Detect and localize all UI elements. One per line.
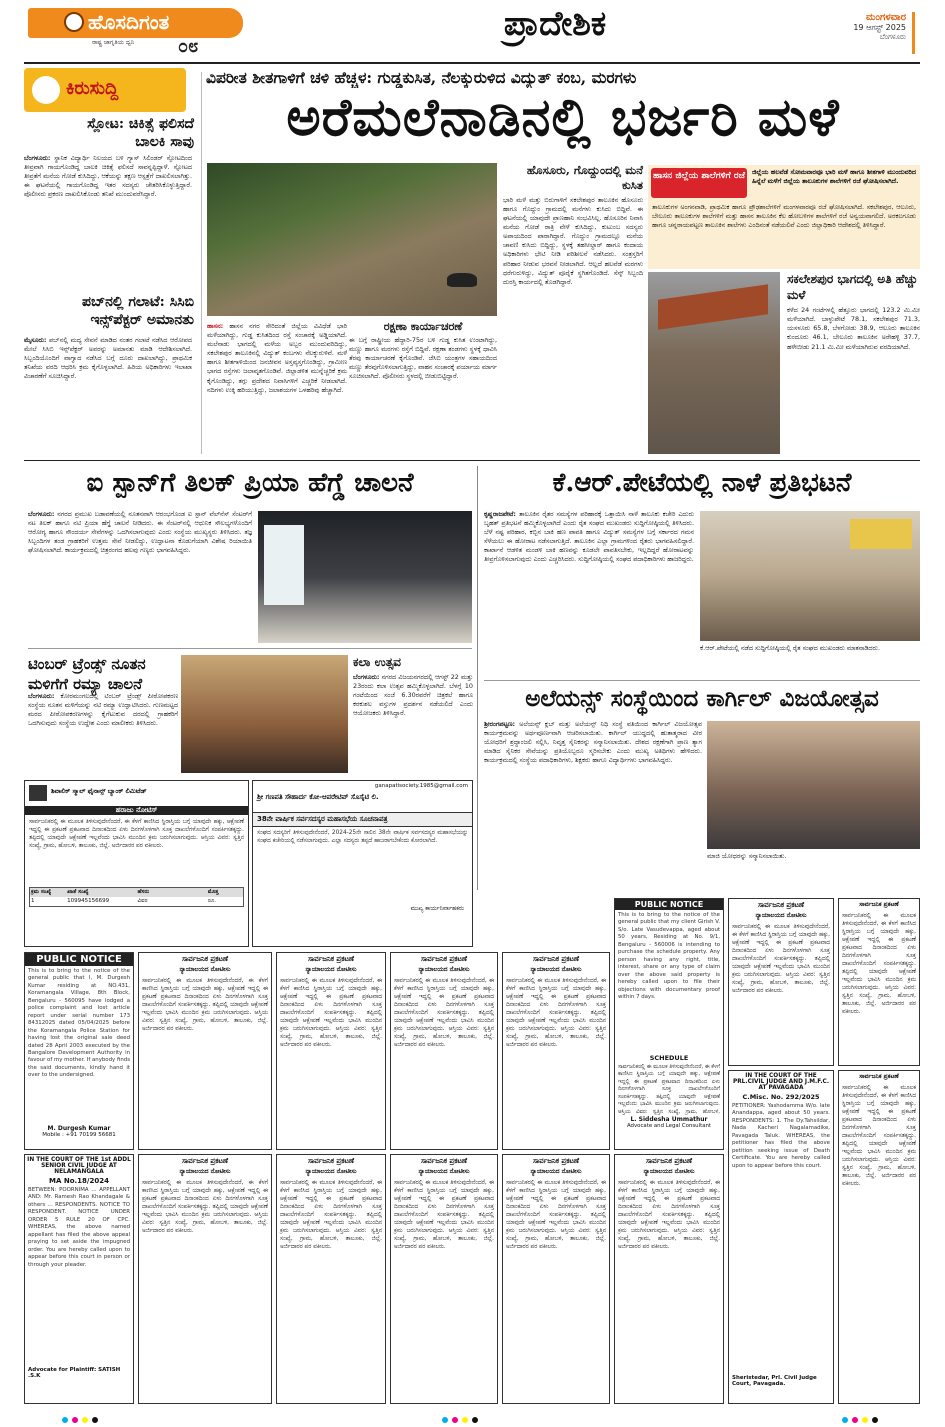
coop-title: 38ನೇ ವಾರ್ಷಿಕ ಸರ್ವಸದಸ್ಯರ ಮಹಾಸಭೆಯ ಸೂಚನಾಪತ್ರ	[253, 812, 472, 827]
sn7-heading: ನ್ಯಾಯಾಲಯದ ನೋಟೀಸು	[179, 1168, 231, 1175]
sn3-title: ಸಾರ್ವಜನಿಕ ಪ್ರಕಟಣೆ	[420, 955, 468, 963]
date-block	[800, 12, 915, 54]
small-notice-12	[838, 1070, 920, 1404]
bank-td-3: ವಿವರ	[137, 898, 148, 904]
rescue-headline: ರಕ್ಷಣಾ ಕಾರ್ಯಾಚರಣೆ	[383, 320, 463, 333]
sn5-heading: ನ್ಯಾಯಾಲಯದ ನೋಟೀಸು	[755, 912, 807, 919]
ispan-banner-shape	[264, 525, 304, 605]
krpet-headline: ಕೆ.ಆರ್.ಪೇಟೆಯಲ್ಲಿ ನಾಳೆ ಪ್ರತಿಭಟನೆ	[552, 468, 852, 498]
timber-body	[28, 692, 178, 774]
kirusuddi-column	[24, 68, 196, 456]
bank-auction-ad	[24, 780, 249, 947]
story1-dateline: ಬೆಂಗಳೂರು:	[24, 154, 51, 162]
sakleshpur-story	[787, 272, 920, 454]
kirusuddi-badge	[24, 68, 186, 112]
cmyk-dot	[852, 1417, 858, 1423]
cn1-body: BETWEEN: POORNIMA ... APPELLANT AND: Mr. Ramesh Rao Khandagale & others ... RESPONDENTS. NOTICE TO RESPONDENT. NOTICE UNDER ORDER 5 RULE 20 OF CPC. WHEREAS, the above named appellant has filed the above appeal praying to set aside the impugned order. You are hereby called upon to appear before this court in person or through your pleader.	[28, 1187, 130, 1268]
sn12-body: ಸಾರ್ವಜನಿಕರಲ್ಲಿ ಈ ಮೂಲಕ ತಿಳಿಸುವುದೇನೆಂದರೆ, ಈ ಕೆಳಗೆ ಕಾಣಿಸಿದ ಸ್ಥಿರಾಸ್ತಿಯ ಬಗ್ಗೆ ಯಾವುದೇ ಹಕ್ಕು, ಆಕ್ಷೇಪಣೆ ಇದ್ದಲ್ಲಿ ಈ ಪ್ರಕಟಣೆ ಪ್ರಕಟವಾದ ದಿನಾಂಕದಿಂದ ಏಳು ದಿನಗಳೊಳಗಾಗಿ ಸೂಕ್ತ ದಾಖಲೆಗಳೊಂದಿಗೆ ಸಂಪರ್ಕಿಸತಕ್ಕದ್ದು. ತಪ್ಪಿದಲ್ಲಿ ಯಾವುದೇ ಆಕ್ಷೇಪಣೆ ಇಲ್ಲವೆಂದು ಭಾವಿಸಿ ಮುಂದಿನ ಕ್ರಮ ಜರುಗಿಸಲಾಗುವುದು. ಆಸ್ತಿಯ ವಿವರ: ಸ್ವತ್ತಿನ ಸಂಖ್ಯೆ, ಗ್ರಾಮ, ಹೋಬಳಿ, ತಾಲೂಕು, ಜಿಲ್ಲೆ. ಅರ್ಜಿದಾರರ ಪರ ವಕೀಲರು.	[842, 1085, 916, 1187]
court-notice-nelamangala	[24, 1154, 134, 1404]
bank-logo-icon	[29, 785, 47, 801]
cmyk-dot	[452, 1417, 458, 1423]
sn8-title: ಸಾರ್ವಜನಿಕ ಪ್ರಕಟಣೆ	[307, 1157, 355, 1165]
bank-td-2: 109945156699	[67, 898, 110, 904]
krpet-dateline: ಕೃಷ್ಣರಾಜಪೇಟೆ:	[484, 510, 516, 518]
lead-headline: ಅರೆಮಲೆನಾಡಿನಲ್ಲಿ ಭರ್ಜರಿ ಮಳೆ	[286, 87, 840, 148]
holiday-badge	[651, 168, 747, 198]
small-notice-10	[502, 1154, 610, 1404]
story1-text: ಸ್ಥಾನಿಕ ವಿದ್ಯಾರ್ಥಿ ನಿಲಯದ ಬಳಿ ಗ್ಯಾಸ್ ಸಿಲಿಂಡರ್ ಸ್ಫೋಟದಿಂದ ತೀವ್ರವಾಗಿ ಗಾಯಗೊಂಡಿದ್ದ ಬಾಲಕಿ ಚಿಕಿತ್ಸೆ ಫಲಿಸದೆ ಸಾವನ್ನಪ್ಪಿದ್ದಾಳೆ. ಸ್ಪೋಟದ ತೀವ್ರತೆಗೆ ಮನೆಯ ಗೋಡೆ ಕುಸಿದಿದ್ದು, ಆಕೆಯನ್ನು ತಕ್ಷಣ ಆಸ್ಪತ್ರೆಗೆ ದಾಖಲಿಸಲಾಗಿತ್ತು. ಈ ಘಟನೆಯಲ್ಲಿ ಗಾಯಗೊಂಡಿದ್ದ ಇತರ ಸದಸ್ಯರು ಚೇತರಿಸಿಕೊಳ್ಳುತ್ತಿದ್ದಾರೆ. ಪೊಲೀಸರು ಪ್ರಕರಣ ದಾಖಲಿಸಿಕೊಂಡು ತನಿಖೆ ಮುಂದುವರೆಸಿದ್ದಾರೆ.	[24, 154, 192, 199]
sn9-title: ಸಾರ್ವಜನಿಕ ಪ್ರಕಟಣೆ	[420, 1157, 468, 1165]
cn1-sign: Advocate for Plaintiff: SATISH .S.K	[28, 1367, 121, 1379]
sn8-body: ಸಾರ್ವಜನಿಕರಲ್ಲಿ ಈ ಮೂಲಕ ತಿಳಿಸುವುದೇನೆಂದರೆ, ಈ ಕೆಳಗೆ ಕಾಣಿಸಿದ ಸ್ಥಿರಾಸ್ತಿಯ ಬಗ್ಗೆ ಯಾವುದೇ ಹಕ್ಕು, ಆಕ್ಷೇಪಣೆ ಇದ್ದಲ್ಲಿ ಈ ಪ್ರಕಟಣೆ ಪ್ರಕಟವಾದ ದಿನಾಂಕದಿಂದ ಏಳು ದಿನಗಳೊಳಗಾಗಿ ಸೂಕ್ತ ದಾಖಲೆಗಳೊಂದಿಗೆ ಸಂಪರ್ಕಿಸತಕ್ಕದ್ದು. ತಪ್ಪಿದಲ್ಲಿ ಯಾವುದೇ ಆಕ್ಷೇಪಣೆ ಇಲ್ಲವೆಂದು ಭಾವಿಸಿ ಮುಂದಿನ ಕ್ರಮ ಜರುಗಿಸಲಾಗುವುದು. ಆಸ್ತಿಯ ವಿವರ: ಸ್ವತ್ತಿನ ಸಂಖ್ಯೆ, ಗ್ರಾಮ, ಹೋಬಳಿ, ತಾಲೂಕು, ಜಿಲ್ಲೆ. ಅರ್ಜಿದಾರರ ಪರ ವಕೀಲರು.	[280, 1180, 382, 1250]
bank-title: ಹರಾಜು ನೋಟಿಸ್	[25, 806, 248, 815]
kala-body	[353, 673, 473, 769]
sn1-title: ಸಾರ್ವಜನಿಕ ಪ್ರಕಟಣೆ	[181, 955, 229, 963]
col-divider	[201, 72, 202, 454]
timber-dateline: ಬೆಂಗಳೂರು:	[28, 692, 55, 700]
small-notice-9	[390, 1154, 498, 1404]
story1-body	[24, 154, 192, 294]
pn2-schedule-body: ಸಾರ್ವಜನಿಕರಲ್ಲಿ ಈ ಮೂಲಕ ತಿಳಿಸುವುದೇನೆಂದರೆ, ಈ ಕೆಳಗೆ ಕಾಣಿಸಿದ ಸ್ಥಿರಾಸ್ತಿಯ ಬಗ್ಗೆ ಯಾವುದೇ ಹಕ್ಕು, ಆಕ್ಷೇಪಣೆ ಇದ್ದಲ್ಲಿ ಈ ಪ್ರಕಟಣೆ ಪ್ರಕಟವಾದ ದಿನಾಂಕದಿಂದ ಏಳು ದಿನಗಳೊಳಗಾಗಿ ಸೂಕ್ತ ದಾಖಲೆಗಳೊಂದಿಗೆ ಸಂಪರ್ಕಿಸತಕ್ಕದ್ದು. ತಪ್ಪಿದಲ್ಲಿ ಯಾವುದೇ ಆಕ್ಷೇಪಣೆ ಇಲ್ಲವೆಂದು ಭಾವಿಸಿ ಮುಂದಿನ ಕ್ರಮ ಜರುಗಿಸಲಾಗುವುದು. ಆಸ್ತಿಯ ವಿವರ: ಸ್ವತ್ತಿನ ಸಂಖ್ಯೆ, ಗ್ರಾಮ, ಹೋಬಳಿ,	[618, 1064, 720, 1115]
bank-name: ಶಿವಾಲಿಕ್ ಸ್ಮಾಲ್ ಫೈನಾನ್ಸ್ ಬ್ಯಾಂಕ್ ಲಿಮಿಟೆಡ್	[51, 787, 147, 795]
sn11-title: ಸಾರ್ವಜನಿಕ ಪ್ರಕಟಣೆ	[645, 1157, 693, 1165]
bank-table-header	[30, 888, 243, 897]
school-holiday-box	[648, 165, 920, 269]
hosur-body: ಭಾರಿ ಮಳೆ ಮತ್ತು ಬಿರುಗಾಳಿಗೆ ಸಕಲೇಶಪುರ ತಾಲೂಕಿನ ಹೊಸೂರು ಹಾಗೂ ಗೊದ್ದುಂ ಗ್ರಾಮದಲ್ಲಿ ಮನೆಗಳು ಕುಸಿದು ಬಿದ್ದಿವೆ. ಈ ಘಟನೆಯಲ್ಲಿ ಯಾವುದೇ ಪ್ರಾಣಹಾನಿ ಸಂಭವಿಸಿಲ್ಲ. ಹೊಸೂರಿನ ನಿವಾಸಿ ಮನೆಯ ಗೋಡೆ ರಾತ್ರಿ ವೇಳೆ ಕುಸಿದಿದ್ದು, ಕುಟುಂಬ ಸದಸ್ಯರು ಅಪಾಯದಿಂದ ಪಾರಾಗಿದ್ದಾರೆ. ಗೊದ್ದುಂ ಗ್ರಾಮದಲ್ಲೂ ಮನೆಯ ಚಾವಣಿ ಕುಸಿದು ಬಿದ್ದಿದ್ದು, ಸ್ಥಳಕ್ಕೆ ತಹಸೀಲ್ದಾರ್ ಹಾಗೂ ಕಂದಾಯ ಅಧಿಕಾರಿಗಳು ಭೇಟಿ ನೀಡಿ ಪರಿಶೀಲನೆ ನಡೆಸಿದರು. ಸಂತ್ರಸ್ತರಿಗೆ ಪರಿಹಾರ ನೀಡುವ ಭರವಸೆ ನೀಡಲಾಗಿದೆ. ಆಲ್ಲದೆ ಹಲವೆಡೆ ಮರಗಳು ಧರೆಗುರುಳಿದ್ದು, ವಿದ್ಯುತ್ ಪೂರೈಕೆ ಸ್ಥಗಿತಗೊಂಡಿದೆ. ಸೆಸ್ಕ್ ಸಿಬ್ಬಂದಿ ದುರಸ್ತಿ ಕಾರ್ಯದಲ್ಲಿ ತೊಡಗಿದ್ದಾರೆ.	[503, 195, 643, 286]
story2-headline: ಪಬ್‌ನಲ್ಲಿ ಗಲಾಟೆ: ಸಿಸಿಬಿ ಇನ್ಸ್‌ಪೆಕ್ಟರ್ ಅಮಾನತು	[82, 294, 194, 328]
bank-th-3: ಹೆಸರು	[137, 889, 150, 895]
small-notice-6	[838, 898, 920, 1066]
story2-dateline: ಮೈಸೂರು:	[24, 336, 47, 344]
cn2-case: C.Misc. No. 292/2025	[742, 1093, 820, 1101]
lead-caption-label: ಹಾಸನ:	[207, 322, 224, 330]
logo-emblem-icon	[64, 12, 84, 32]
small-notice-5	[728, 898, 834, 1066]
sn4-heading: ನ್ಯಾಯಾಲಯದ ನೋಟೀಸು	[530, 966, 582, 973]
cmyk-dot	[62, 1417, 68, 1423]
section-rule-2	[28, 648, 472, 649]
holiday-body: ತಾಲೂಕುಗಳ ಅಂಗನವಾಡಿ, ಪ್ರಾಥಮಿಕ ಹಾಗೂ ಪ್ರೌಢಶಾಲೆಗಳಿಗೆ ಮಂಗಳವಾರವೂ ರಜೆ ಘೋಷಿಸಲಾಗಿದೆ. ಸಕಲೇಶಪುರ, ಆಲೂರು, ಬೇಲೂರು ತಾಲೂಕುಗಳ ಶಾಲೆಗಳಿಗೆ ಮತ್ತು ಹಾಸನ ತಾಲೂಕಿನ ಕೆಲ ಹೋಬಳಿಗಳ ಶಾಲೆಗಳಿಗೆ ರಜೆ ಅನ್ವಯವಾಗಲಿದೆ. ಅರಕಲಗೂಡು ಹಾಗೂ ಚನ್ನರಾಯಪಟ್ಟಣ ತಾಲೂಕಿನ ಶಾಲೆಗಳು ಎಂದಿನಂತೆ ನಡೆಯಲಿವೆ ಎಂದು ಜಿಲ್ಲಾಧಿಕಾರಿ ಆದೇಶದಲ್ಲಿ ತಿಳಿಸಿದ್ದಾರೆ.	[652, 203, 916, 230]
lead-kicker: ವಿಪರೀತ ಶೀತಗಾಳಿಗೆ ಚಳಿ ಹೆಚ್ಚಳ: ಗುಡ್ಡಕುಸಿತ, ನೆಲಕ್ಕುರುಳಿದ ವಿದ್ಯುತ್ ಕಂಬ, ಮರಗಳು	[206, 68, 637, 87]
coop-email: ganapatisociety.1985@gmail.com	[374, 783, 468, 789]
sn1-body: ಸಾರ್ವಜನಿಕರಲ್ಲಿ ಈ ಮೂಲಕ ತಿಳಿಸುವುದೇನೆಂದರೆ, ಈ ಕೆಳಗೆ ಕಾಣಿಸಿದ ಸ್ಥಿರಾಸ್ತಿಯ ಬಗ್ಗೆ ಯಾವುದೇ ಹಕ್ಕು, ಆಕ್ಷೇಪಣೆ ಇದ್ದಲ್ಲಿ ಈ ಪ್ರಕಟಣೆ ಪ್ರಕಟವಾದ ದಿನಾಂಕದಿಂದ ಏಳು ದಿನಗಳೊಳಗಾಗಿ ಸೂಕ್ತ ದಾಖಲೆಗಳೊಂದಿಗೆ ಸಂಪರ್ಕಿಸತಕ್ಕದ್ದು. ತಪ್ಪಿದಲ್ಲಿ ಯಾವುದೇ ಆಕ್ಷೇಪಣೆ ಇಲ್ಲವೆಂದು ಭಾವಿಸಿ ಮುಂದಿನ ಕ್ರಮ ಜರುಗಿಸಲಾಗುವುದು. ಆಸ್ತಿಯ ವಿವರ: ಸ್ವತ್ತಿನ ಸಂಖ್ಯೆ, ಗ್ರಾಮ, ಹೋಬಳಿ, ತಾಲೂಕು, ಜಿಲ್ಲೆ. ಅರ್ಜಿದಾರರ ಪರ ವಕೀಲರು.	[142, 978, 268, 1032]
section-rule-1	[24, 460, 920, 461]
sakleshpur-body: ಕಳೆದ 24 ಗಂಟೆಗಳಲ್ಲಿ ಹೆತ್ತೂರು ಭಾಗದಲ್ಲಿ 123.2 ಮಿ.ಮೀ ಮಳೆಯಾಗಿದೆ. ಬಾಳ್ಳುಪೇಟೆ 78.1, ಸಕಲೇಶಪುರ 71.3, ಯಸಳೂರು 65.8, ಬೆಳಗೋಡು 38.9, ಆಲೂರು ತಾಲೂಕಿನ ಕುಂದೂರು 46.1, ಬೇಲೂರು ತಾಲೂಕಿನ ಅರೇಹಳ್ಳಿ 37.7, ಹಳೇಬೀಡು 21.1 ಮಿ.ಮೀ ಮಳೆಯಾಗಿರುವ ವರದಿಯಾಗಿದೆ.	[787, 306, 920, 351]
sn11-body: ಸಾರ್ವಜನಿಕರಲ್ಲಿ ಈ ಮೂಲಕ ತಿಳಿಸುವುದೇನೆಂದರೆ, ಈ ಕೆಳಗೆ ಕಾಣಿಸಿದ ಸ್ಥಿರಾಸ್ತಿಯ ಬಗ್ಗೆ ಯಾವುದೇ ಹಕ್ಕು, ಆಕ್ಷೇಪಣೆ ಇದ್ದಲ್ಲಿ ಈ ಪ್ರಕಟಣೆ ಪ್ರಕಟವಾದ ದಿನಾಂಕದಿಂದ ಏಳು ದಿನಗಳೊಳಗಾಗಿ ಸೂಕ್ತ ದಾಖಲೆಗಳೊಂದಿಗೆ ಸಂಪರ್ಕಿಸತಕ್ಕದ್ದು. ತಪ್ಪಿದಲ್ಲಿ ಯಾವುದೇ ಆಕ್ಷೇಪಣೆ ಇಲ್ಲವೆಂದು ಭಾವಿಸಿ ಮುಂದಿನ ಕ್ರಮ ಜರುಗಿಸಲಾಗುವುದು. ಆಸ್ತಿಯ ವಿವರ: ಸ್ವತ್ತಿನ ಸಂಖ್ಯೆ, ಗ್ರಾಮ, ಹೋಬಳಿ, ತಾಲೂಕು, ಜಿಲ್ಲೆ. ಅರ್ಜಿದಾರರ ಪರ ವಕೀಲರು.	[618, 1180, 720, 1250]
public-notice-2	[614, 898, 724, 1150]
court-notice-pavagada	[728, 1070, 834, 1404]
holiday-badge-text: ಹಾಸನ ಜಿಲ್ಲೆಯ ಶಾಲೆಗಳಿಗೆ ರಜೆ	[652, 171, 746, 181]
cmyk-dot	[872, 1417, 878, 1423]
lions-dateline: ಶ್ರೀರಂಗಪಟ್ಟಣ:	[484, 720, 516, 728]
bank-th-1: ಕ್ರಮ ಸಂಖ್ಯೆ	[31, 889, 52, 895]
kala-story	[353, 655, 473, 773]
masthead-rule	[24, 62, 920, 64]
lead-caption-text: ಹಾಸನ ನಗರ ಸೇರಿದಂತೆ ಜಿಲ್ಲೆಯ ವಿವಿಧೆಡೆ ಭಾರಿ ಮಳೆಯಾಗಿದ್ದು, ಗುಡ್ಡ ಕುಸಿತದಿಂದ ರಸ್ತೆ ಸಂಚಾರಕ್ಕೆ ಅಡ್ಡಿಯಾಗಿದೆ. ಮಲೆನಾಡು ಭಾಗದಲ್ಲಿ ಮಳೆಯ ಅಬ್ಬರ ಮುಂದುವರಿದಿದ್ದು, ಸಕಲೇಶಪುರ ತಾಲೂಕಿನಲ್ಲಿ ವಿದ್ಯುತ್ ಕಂಬಗಳು ನೆಲಕ್ಕುರುಳಿವೆ. ಮಳೆ ಹಾಗೂ ಶೀತಗಾಳಿಯಿಂದ ಜನಜೀವನ ಅಸ್ತವ್ಯಸ್ತಗೊಂಡಿದ್ದು, ಗ್ರಾಮೀಣ ಭಾಗದ ರಸ್ತೆಗಳು ಜಲಾವೃತಗೊಂಡಿವೆ. ಜಿಲ್ಲಾಡಳಿತ ಮುನ್ನೆಚ್ಚರಿಕೆ ಕ್ರಮ ಕೈಗೊಂಡಿದ್ದು, ತಗ್ಗು ಪ್ರದೇಶದ ನಿವಾಸಿಗಳಿಗೆ ಎಚ್ಚರಿಕೆ ನೀಡಲಾಗಿದೆ. ನದಿಗಳು ಉಕ್ಕಿ ಹರಿಯುತ್ತಿದ್ದು, ಜಲಾಶಯಗಳ ಒಳಹರಿವು ಹೆಚ್ಚಾಗಿದೆ.	[207, 322, 347, 394]
mid-divider	[477, 466, 478, 890]
kirusuddi-label: ಕಿರುಸುದ್ದಿ	[66, 78, 119, 99]
ispan-dateline: ಬೆಂಗಳೂರು:	[28, 510, 55, 518]
pn2-schedule: SCHEDULE	[649, 1054, 689, 1062]
story2-body	[24, 336, 192, 456]
section-title: ಪ್ರಾದೇಶಿಕ	[503, 4, 607, 44]
collapsed-house-photo	[648, 272, 780, 454]
lions-text: ಅಲೆಯನ್ಸ್ ಕ್ಲಬ್ ಮತ್ತು ಅಲೆಯನ್ಸ್ ನಿಧಿ ಸಂಸ್ಥೆ ವತಿಯಿಂದ ಕಾರ್ಗಿಲ್ ವಿಜಯೋತ್ಸವ ಕಾರ್ಯಕ್ರಮವನ್ನು ಅರ್ಥಪೂರ್ಣವಾಗಿ ಆಚರಿಸಲಾಯಿತು. ಕಾರ್ಗಿಲ್ ಯುದ್ಧದಲ್ಲಿ ಹುತಾತ್ಮರಾದ ವೀರ ಯೋಧರಿಗೆ ಶ್ರದ್ಧಾಂಜಲಿ ಸಲ್ಲಿಸಿ, ನಿವೃತ್ತ ಸೈನಿಕರನ್ನು ಸನ್ಮಾನಿಸಲಾಯಿತು. ದೇಶದ ರಕ್ಷಣೆಗಾಗಿ ಪ್ರಾಣ ತ್ಯಾಗ ಮಾಡಿದ ಸೈನಿಕರ ಸೇವೆಯನ್ನು ಪ್ರತಿಯೊಬ್ಬರೂ ಸ್ಮರಿಸಬೇಕು ಎಂದು ಮುಖ್ಯ ಅತಿಥಿಗಳು ಹೇಳಿದರು. ಕಾರ್ಯಕ್ರಮದಲ್ಲಿ ಸಂಸ್ಥೆಯ ಪದಾಧಿಕಾರಿಗಳು, ಶಿಕ್ಷಕರು ಹಾಗೂ ವಿದ್ಯಾರ್ಥಿಗಳು ಭಾಗವಹಿಸಿದ್ದರು.	[484, 720, 702, 765]
bank-table	[29, 887, 244, 907]
landslide-photo	[207, 163, 497, 316]
cn2-sign: Sheristedar, Prl. Civil Judge Court, Pavagada.	[732, 1375, 817, 1387]
rescue-box	[349, 320, 497, 454]
pn1-body: This is to bring to the notice of the general public that I, M. Durgesh Kumar residing at NO.431, Koramangala Village, 8th Block, Bengaluru - 560095 have lodged a police complaint and lost article report under serial number 173 84312025 dated 05/04/2025 before the Koramangala Police Station for having lost the original sale deed dated 28 April 2003 executed by the Bangalore Development Authority in favour of my mother. If anybody finds the said documents, kindly hand it over to the undersigned.	[28, 968, 130, 1079]
day-label: ಮಂಗಳವಾರ	[865, 12, 906, 23]
rescue-body: ಈ ಬಗ್ಗೆ ರಾಷ್ಟ್ರೀಯ ಹೆದ್ದಾರಿ-75ರ ಬಳಿ ಗುಡ್ಡ ಕುಸಿತ ಉಂಟಾಗಿದ್ದು, ಮಣ್ಣು ಹಾಗೂ ಮರಗಳು ರಸ್ತೆಗೆ ಬಿದ್ದಿವೆ. ರಕ್ಷಣಾ ತಂಡಗಳು ಸ್ಥಳಕ್ಕೆ ಧಾವಿಸಿ ತೆರವು ಕಾರ್ಯಾಚರಣೆ ಕೈಗೊಂಡಿವೆ. ಜೆಸಿಬಿ ಯಂತ್ರಗಳ ಸಹಾಯದಿಂದ ಮಣ್ಣು ತೆರವುಗೊಳಿಸಲಾಗುತ್ತಿದ್ದು, ವಾಹನ ಸಂಚಾರಕ್ಕೆ ಪರ್ಯಾಯ ಮಾರ್ಗ ಸೂಚಿಸಲಾಗಿದೆ. ಪೊಲೀಸರು ಸ್ಥಳದಲ್ಲಿ ಬೀಡುಬಿಟ್ಟಿದ್ದಾರೆ.	[349, 336, 497, 381]
coop-society-ad	[252, 780, 473, 947]
coop-name: ಶ್ರೀ ಗಣಪತಿ ಸೌಹಾರ್ದ ಕೋ-ಆಪರೇಟಿವ್ ಸೊಸೈಟಿ ಲಿ.	[257, 793, 379, 801]
pn1-phone: Mobile : +91 70199 56681	[42, 1132, 116, 1138]
finger-icon	[32, 76, 60, 104]
registration-marks-left	[60, 1408, 100, 1427]
bank-body: ಸಾರ್ವಜನಿಕರಲ್ಲಿ ಈ ಮೂಲಕ ತಿಳಿಸುವುದೇನೆಂದರೆ, ಈ ಕೆಳಗೆ ಕಾಣಿಸಿದ ಸ್ಥಿರಾಸ್ತಿಯ ಬಗ್ಗೆ ಯಾವುದೇ ಹಕ್ಕು, ಆಕ್ಷೇಪಣೆ ಇದ್ದಲ್ಲಿ ಈ ಪ್ರಕಟಣೆ ಪ್ರಕಟವಾದ ದಿನಾಂಕದಿಂದ ಏಳು ದಿನಗಳೊಳಗಾಗಿ ಸೂಕ್ತ ದಾಖಲೆಗಳೊಂದಿಗೆ ಸಂಪರ್ಕಿಸತಕ್ಕದ್ದು. ತಪ್ಪಿದಲ್ಲಿ ಯಾವುದೇ ಆಕ್ಷೇಪಣೆ ಇಲ್ಲವೆಂದು ಭಾವಿಸಿ ಮುಂದಿನ ಕ್ರಮ ಜರುಗಿಸಲಾಗುವುದು. ಆಸ್ತಿಯ ವಿವರ: ಸ್ವತ್ತಿನ ಸಂಖ್ಯೆ, ಗ್ರಾಮ, ಹೋಬಳಿ, ತಾಲೂಕು, ಜಿಲ್ಲೆ. ಅರ್ಜಿದಾರರ ಪರ ವಕೀಲರು.	[29, 819, 244, 849]
cn2-body: PETITIONER: Yashodamma W/o. late Anandappa, aged about 50 years. RESPONDENTS: 1. The Dy.Tahsildar, Nada Kacheri Nagalamadike, Pavagada Taluk. WHEREAS, the petitioner has filed the above petition seeking issue of Death Certificate. You are hereby called upon to appear before this court.	[732, 1103, 830, 1169]
city-label: ಬೆಂಗಳೂರು	[879, 33, 906, 41]
krpet-photo	[700, 511, 920, 641]
lions-caption: ಮಾಜಿ ಯೋಧರನ್ನು ಸನ್ಮಾನಿಸಲಾಯಿತು.	[707, 852, 787, 860]
coop-body: ಸಂಘದ ಸದಸ್ಯರಿಗೆ ತಿಳಿಸುವುದೇನೆಂದರೆ, 2024-25ನೇ ಸಾಲಿನ 38ನೇ ವಾರ್ಷಿಕ ಸರ್ವಸದಸ್ಯರ ಮಹಾಸಭೆಯನ್ನು ಸಂಘದ ಕಚೇರಿಯಲ್ಲಿ ನಡೆಸಲಾಗುವುದು. ಎಲ್ಲಾ ಸದಸ್ಯರು ತಪ್ಪದೆ ಹಾಜರಾಗಬೇಕೆಂದು ಕೋರಲಾಗಿದೆ.	[257, 830, 468, 844]
story2-text: ಪಬ್‌ನಲ್ಲಿ ಮದ್ಯ ಸೇವನೆ ಮಾಡಿದ ನಂತರ ಗಲಾಟೆ ನಡೆಸಿದ ಆರೋಪದ ಮೇಲೆ ಸಿಸಿಬಿ ಇನ್ಸ್‌ಪೆಕ್ಟರ್ ಅವರನ್ನು ಅಮಾನತು ಮಾಡಿ ಆದೇಶಿಸಲಾಗಿದೆ. ಸಿಬ್ಬಂದಿಯೊಂದಿಗೆ ವಾಗ್ವಾದ ನಡೆಸಿದ ಬಗ್ಗೆ ದೂರು ದಾಖಲಾಗಿದ್ದು, ಪ್ರಾಥಮಿಕ ತನಿಖೆಯ ವರದಿ ಆಧರಿಸಿ ಕ್ರಮ ಕೈಗೊಳ್ಳಲಾಗಿದೆ. ಹಿರಿಯ ಅಧಿಕಾರಿಗಳು ಇಲಾಖಾ ವಿಚಾರಣೆಗೆ ಸೂಚಿಸಿದ್ದಾರೆ.	[24, 336, 192, 381]
small-notice-3	[390, 952, 498, 1150]
logo-tagline: ರಾಷ್ಟ್ರ ಜಾಗೃತಿಯ ದ್ವನಿ	[92, 39, 135, 46]
sn2-body: ಸಾರ್ವಜನಿಕರಲ್ಲಿ ಈ ಮೂಲಕ ತಿಳಿಸುವುದೇನೆಂದರೆ, ಈ ಕೆಳಗೆ ಕಾಣಿಸಿದ ಸ್ಥಿರಾಸ್ತಿಯ ಬಗ್ಗೆ ಯಾವುದೇ ಹಕ್ಕು, ಆಕ್ಷೇಪಣೆ ಇದ್ದಲ್ಲಿ ಈ ಪ್ರಕಟಣೆ ಪ್ರಕಟವಾದ ದಿನಾಂಕದಿಂದ ಏಳು ದಿನಗಳೊಳಗಾಗಿ ಸೂಕ್ತ ದಾಖಲೆಗಳೊಂದಿಗೆ ಸಂಪರ್ಕಿಸತಕ್ಕದ್ದು. ತಪ್ಪಿದಲ್ಲಿ ಯಾವುದೇ ಆಕ್ಷೇಪಣೆ ಇಲ್ಲವೆಂದು ಭಾವಿಸಿ ಮುಂದಿನ ಕ್ರಮ ಜರುಗಿಸಲಾಗುವುದು. ಆಸ್ತಿಯ ವಿವರ: ಸ್ವತ್ತಿನ ಸಂಖ್ಯೆ, ಗ್ರಾಮ, ಹೋಬಳಿ, ತಾಲೂಕು, ಜಿಲ್ಲೆ. ಅರ್ಜಿದಾರರ ಪರ ವಕೀಲರು.	[280, 978, 382, 1048]
sn9-body: ಸಾರ್ವಜನಿಕರಲ್ಲಿ ಈ ಮೂಲಕ ತಿಳಿಸುವುದೇನೆಂದರೆ, ಈ ಕೆಳಗೆ ಕಾಣಿಸಿದ ಸ್ಥಿರಾಸ್ತಿಯ ಬಗ್ಗೆ ಯಾವುದೇ ಹಕ್ಕು, ಆಕ್ಷೇಪಣೆ ಇದ್ದಲ್ಲಿ ಈ ಪ್ರಕಟಣೆ ಪ್ರಕಟವಾದ ದಿನಾಂಕದಿಂದ ಏಳು ದಿನಗಳೊಳಗಾಗಿ ಸೂಕ್ತ ದಾಖಲೆಗಳೊಂದಿಗೆ ಸಂಪರ್ಕಿಸತಕ್ಕದ್ದು. ತಪ್ಪಿದಲ್ಲಿ ಯಾವುದೇ ಆಕ್ಷೇಪಣೆ ಇಲ್ಲವೆಂದು ಭಾವಿಸಿ ಮುಂದಿನ ಕ್ರಮ ಜರುಗಿಸಲಾಗುವುದು. ಆಸ್ತಿಯ ವಿವರ: ಸ್ವತ್ತಿನ ಸಂಖ್ಯೆ, ಗ್ರಾಮ, ಹೋಬಳಿ, ತಾಲೂಕು, ಜಿಲ್ಲೆ. ಅರ್ಜಿದಾರರ ಪರ ವಕೀಲರು.	[394, 1180, 494, 1250]
sn11-heading: ನ್ಯಾಯಾಲಯದ ನೋಟೀಸು	[643, 1168, 695, 1175]
ispan-text: ನಗರದ ಪ್ರಮುಖ ಬಡಾವಣೆಯಲ್ಲಿ ನೂತನವಾಗಿ ಆರಂಭಗೊಂಡ ಐ ಸ್ಪಾನ್ ವೆಲ್‌ನೆಸ್ ಸೆಂಟರ್‌ಗೆ ನಟ ತಿಲಕ್ ಹಾಗೂ ನಟಿ ಪ್ರಿಯಾ ಹೆಗ್ಡೆ ಚಾಲನೆ ನೀಡಿದರು. ಈ ಸೆಂಟರ್‌ನಲ್ಲಿ ಆಧುನಿಕ ಸೌಲಭ್ಯಗಳೊಂದಿಗೆ ಆರೋಗ್ಯ ಹಾಗೂ ಸೌಂದರ್ಯ ಸೇವೆಗಳನ್ನು ಒದಗಿಸಲಾಗುವುದು ಎಂದು ಸಂಸ್ಥೆಯ ಮುಖ್ಯಸ್ಥರು ತಿಳಿಸಿದರು. ತಜ್ಞ ಸಿಬ್ಬಂದಿಗಳ ತಂಡ ಗ್ರಾಹಕರಿಗೆ ಉತ್ತಮ ಸೇವೆ ನೀಡಲಿದ್ದು, ಉದ್ಘಾಟನಾ ಕೊಡುಗೆಯಾಗಿ ವಿಶೇಷ ರಿಯಾಯಿತಿ ಘೋಷಿಸಲಾಗಿದೆ. ಕಾರ್ಯಕ್ರಮದಲ್ಲಿ ಚಿತ್ರರಂಗದ ಹಲವು ಗಣ್ಯರು ಭಾಗವಹಿಸಿದ್ದರು.	[28, 510, 252, 555]
hosur-headline: ಹೊಸೂರು, ಗೊದ್ದುಂದಲ್ಲಿ ಮನೆ ಕುಸಿತ	[526, 163, 643, 192]
cn1-case: MA No.18/2024	[49, 1177, 109, 1185]
sn6-body: ಸಾರ್ವಜನಿಕರಲ್ಲಿ ಈ ಮೂಲಕ ತಿಳಿಸುವುದೇನೆಂದರೆ, ಈ ಕೆಳಗೆ ಕಾಣಿಸಿದ ಸ್ಥಿರಾಸ್ತಿಯ ಬಗ್ಗೆ ಯಾವುದೇ ಹಕ್ಕು, ಆಕ್ಷೇಪಣೆ ಇದ್ದಲ್ಲಿ ಈ ಪ್ರಕಟಣೆ ಪ್ರಕಟವಾದ ದಿನಾಂಕದಿಂದ ಏಳು ದಿನಗಳೊಳಗಾಗಿ ಸೂಕ್ತ ದಾಖಲೆಗಳೊಂದಿಗೆ ಸಂಪರ್ಕಿಸತಕ್ಕದ್ದು. ತಪ್ಪಿದಲ್ಲಿ ಯಾವುದೇ ಆಕ್ಷೇಪಣೆ ಇಲ್ಲವೆಂದು ಭಾವಿಸಿ ಮುಂದಿನ ಕ್ರಮ ಜರುಗಿಸಲಾಗುವುದು. ಆಸ್ತಿಯ ವಿವರ: ಸ್ವತ್ತಿನ ಸಂಖ್ಯೆ, ಗ್ರಾಮ, ಹೋಬಳಿ, ತಾಲೂಕು, ಜಿಲ್ಲೆ. ಅರ್ಜಿದಾರರ ಪರ ವಕೀಲರು.	[842, 913, 916, 1015]
pn2-sign: L. Siddesha Ummathur	[630, 1116, 708, 1123]
sn3-body: ಸಾರ್ವಜನಿಕರಲ್ಲಿ ಈ ಮೂಲಕ ತಿಳಿಸುವುದೇನೆಂದರೆ, ಈ ಕೆಳಗೆ ಕಾಣಿಸಿದ ಸ್ಥಿರಾಸ್ತಿಯ ಬಗ್ಗೆ ಯಾವುದೇ ಹಕ್ಕು, ಆಕ್ಷೇಪಣೆ ಇದ್ದಲ್ಲಿ ಈ ಪ್ರಕಟಣೆ ಪ್ರಕಟವಾದ ದಿನಾಂಕದಿಂದ ಏಳು ದಿನಗಳೊಳಗಾಗಿ ಸೂಕ್ತ ದಾಖಲೆಗಳೊಂದಿಗೆ ಸಂಪರ್ಕಿಸತಕ್ಕದ್ದು. ತಪ್ಪಿದಲ್ಲಿ ಯಾವುದೇ ಆಕ್ಷೇಪಣೆ ಇಲ್ಲವೆಂದು ಭಾವಿಸಿ ಮುಂದಿನ ಕ್ರಮ ಜರುಗಿಸಲಾಗುವುದು. ಆಸ್ತಿಯ ವಿವರ: ಸ್ವತ್ತಿನ ಸಂಖ್ಯೆ, ಗ್ರಾಮ, ಹೋಬಳಿ, ತಾಲೂಕು, ಜಿಲ್ಲೆ. ಅರ್ಜಿದಾರರ ಪರ ವಕೀಲರು.	[394, 978, 494, 1048]
ispan-photo	[258, 511, 472, 643]
photo-dog-shape	[447, 273, 477, 287]
krpet-caption: ಕೆ.ಆರ್.ಪೇಟೆಯಲ್ಲಿ ನಡೆದ ಸುದ್ದಿಗೋಷ್ಠಿಯಲ್ಲಿ ರೈತ ಸಂಘದ ಮುಖಂಡರು ಮಾತನಾಡಿದರು.	[700, 644, 880, 652]
sn5-title: ಸಾರ್ವಜನಿಕ ಪ್ರಕಟಣೆ	[757, 901, 805, 909]
cn2-title: IN THE COURT OF THE PRL.CIVIL JUDGE AND J.M.F.C. AT PAVAGADA	[732, 1073, 830, 1091]
pn2-sign-role: Advocate and Legal Consultant	[626, 1123, 712, 1129]
sn4-title: ಸಾರ್ವಜನಿಕ ಪ್ರಕಟಣೆ	[532, 955, 580, 963]
public-notice-1	[24, 952, 134, 1150]
small-notice-11	[614, 1154, 724, 1404]
small-notice-1	[138, 952, 272, 1150]
sakleshpur-headline: ಸಕಲೇಶಪುರ ಭಾಗದಲ್ಲಿ ಅತಿ ಹೆಚ್ಚು ಮಳೆ	[787, 272, 918, 302]
small-notice-8	[276, 1154, 386, 1404]
cmyk-dot	[92, 1417, 98, 1423]
bank-th-2: ಖಾತೆ ಸಂಖ್ಯೆ	[67, 889, 89, 895]
lead-caption	[207, 322, 347, 454]
timber-photo	[181, 655, 348, 773]
date-label: 19 ಆಗಸ್ಟ್ 2025	[853, 23, 906, 32]
sn3-heading: ನ್ಯಾಯಾಲಯದ ನೋಟೀಸು	[418, 966, 470, 973]
small-notice-4	[502, 952, 610, 1150]
hosur-story	[503, 163, 643, 455]
krpet-banner-shape	[850, 519, 912, 549]
sn8-heading: ನ್ಯಾಯಾಲಯದ ನೋಟೀಸು	[305, 1168, 357, 1175]
ispan-headline: ಐ ಸ್ಪಾನ್‌ಗೆ ತಿಲಕ್ ಪ್ರಿಯಾ ಹೆಗ್ಡೆ ಚಾಲನೆ	[86, 468, 414, 498]
sn1-heading: ನ್ಯಾಯಾಲಯದ ನೋಟೀಸು	[179, 966, 231, 973]
registration-marks-right	[840, 1408, 880, 1427]
cmyk-dot	[72, 1417, 78, 1423]
krpet-text: ತಾಲೂಕಿನ ರೈತರ ಸಮಸ್ಯೆಗಳ ಪರಿಹಾರಕ್ಕೆ ಒತ್ತಾಯಿಸಿ ನಾಳೆ ತಾಲೂಕು ಕಚೇರಿ ಎದುರು ಬೃಹತ್ ಪ್ರತಿಭಟನೆ ಹಮ್ಮಿಕೊಳ್ಳಲಾಗಿದೆ ಎಂದು ರೈತ ಸಂಘದ ಮುಖಂಡರು ಸುದ್ದಿಗೋಷ್ಠಿಯಲ್ಲಿ ತಿಳಿಸಿದರು. ಬೆಳೆ ನಷ್ಟ ಪರಿಹಾರ, ಕಬ್ಬಿನ ಬಾಕಿ ಹಣ ಪಾವತಿ ಹಾಗೂ ವಿದ್ಯುತ್ ಸಮಸ್ಯೆಗಳ ಬಗ್ಗೆ ಸರ್ಕಾರದ ಗಮನ ಸೆಳೆಯಲು ಈ ಹೋರಾಟ ನಡೆಸಲಾಗುತ್ತಿದೆ. ತಾಲೂಕಿನ ಎಲ್ಲಾ ಗ್ರಾಮಗಳಿಂದ ರೈತರು ಭಾಗವಹಿಸಲಿದ್ದಾರೆ. ಕಾರ್ಖಾನೆ ಆಡಳಿತ ಮಂಡಳಿ ಬಾಕಿ ಹಣವನ್ನು ಕೂಡಲೇ ಪಾವತಿಸಬೇಕು, ಇಲ್ಲದಿದ್ದರೆ ಹೋರಾಟವನ್ನು ತೀವ್ರಗೊಳಿಸಲಾಗುವುದು ಎಂದು ಎಚ್ಚರಿಸಿದರು. ಸುದ್ದಿಗೋಷ್ಠಿಯಲ್ಲಿ ಸಂಘದ ಪದಾಧಿಕಾರಿಗಳು ಹಾಜರಿದ್ದರು.	[484, 510, 694, 564]
cmyk-dot	[842, 1417, 848, 1423]
bank-table-row	[30, 897, 243, 906]
sn4-body: ಸಾರ್ವಜನಿಕರಲ್ಲಿ ಈ ಮೂಲಕ ತಿಳಿಸುವುದೇನೆಂದರೆ, ಈ ಕೆಳಗೆ ಕಾಣಿಸಿದ ಸ್ಥಿರಾಸ್ತಿಯ ಬಗ್ಗೆ ಯಾವುದೇ ಹಕ್ಕು, ಆಕ್ಷೇಪಣೆ ಇದ್ದಲ್ಲಿ ಈ ಪ್ರಕಟಣೆ ಪ್ರಕಟವಾದ ದಿನಾಂಕದಿಂದ ಏಳು ದಿನಗಳೊಳಗಾಗಿ ಸೂಕ್ತ ದಾಖಲೆಗಳೊಂದಿಗೆ ಸಂಪರ್ಕಿಸತಕ್ಕದ್ದು. ತಪ್ಪಿದಲ್ಲಿ ಯಾವುದೇ ಆಕ್ಷೇಪಣೆ ಇಲ್ಲವೆಂದು ಭಾವಿಸಿ ಮುಂದಿನ ಕ್ರಮ ಜರುಗಿಸಲಾಗುವುದು. ಆಸ್ತಿಯ ವಿವರ: ಸ್ವತ್ತಿನ ಸಂಖ್ಯೆ, ಗ್ರಾಮ, ಹೋಬಳಿ, ತಾಲೂಕು, ಜಿಲ್ಲೆ. ಅರ್ಜಿದಾರರ ಪರ ವಕೀಲರು.	[506, 978, 606, 1048]
bank-td-4: ರೂ.	[207, 898, 216, 904]
sn9-heading: ನ್ಯಾಯಾಲಯದ ನೋಟೀಸು	[418, 1168, 470, 1175]
cmyk-dot	[462, 1417, 468, 1423]
story1-headline: ಸ್ಲೋಟ: ಚಿಕಿತ್ಸೆ ಫಲಿಸದೆ ಬಾಲಕಿ ಸಾವು	[87, 116, 194, 150]
page-number: ೦೮	[178, 36, 199, 57]
timber-headline: ಟಿಂಬರ್ ಟ್ರೆಂಡ್ಸ್ ನೂತನ ಮಳಿಗೆಗೆ ರಮ್ಯಾ ಚಾಲನೆ	[28, 655, 146, 693]
coop-sign: ಮುಖ್ಯ ಕಾರ್ಯನಿರ್ವಾಹಕರು	[410, 905, 464, 912]
cmyk-dot	[862, 1417, 868, 1423]
sn10-title: ಸಾರ್ವಜನಿಕ ಪ್ರಕಟಣೆ	[532, 1157, 580, 1165]
sn2-heading: ನ್ಯಾಯಾಲಯದ ನೋಟೀಸು	[305, 966, 357, 973]
timber-text: ಕೋರಮಂಗಲದಲ್ಲಿ ಟಿಂಬರ್ ಟ್ರೆಂಡ್ಸ್ ಪೀಠೋಪಕರಣ ಸಂಸ್ಥೆಯ ನೂತನ ಮಳಿಗೆಯನ್ನು ನಟಿ ರಮ್ಯಾ ಉದ್ಘಾಟಿಸಿದರು. ಗುಣಮಟ್ಟದ ಮರದ ಪೀಠೋಪಕರಣಗಳನ್ನು ಕೈಗೆಟುಕುವ ದರದಲ್ಲಿ ಗ್ರಾಹಕರಿಗೆ ಒದಗಿಸುವುದು ಸಂಸ್ಥೆಯ ಉದ್ದೇಶ ಎಂದು ಮಾಲೀಕರು ತಿಳಿಸಿದರು.	[28, 692, 178, 728]
lions-body	[484, 720, 702, 888]
logo-text: ಹೊಸದಿಗಂತ	[88, 10, 170, 34]
sn10-heading: ನ್ಯಾಯಾಲಯದ ನೋಟೀಸು	[530, 1168, 582, 1175]
ispan-body	[28, 510, 252, 648]
pn2-body: This is to bring to the notice of the general public that my client Girish V. S/o. Late Vasudevappa, aged about 50 years, Residing at No. 9/1, Bengaluru - 560006 is intending to purchase the schedule property. Any person having any right, title, interest, share or any type of claim over the above said property is hereby called upon to file their objections with documentary proof within 7 days.	[618, 912, 720, 1000]
krpet-body	[484, 510, 694, 676]
kala-text: ನಗರದ ವಿಜಯನಗರದಲ್ಲಿ ಆಗಸ್ಟ್ 22 ಮತ್ತು 23ರಂದು ಕಲಾ ಉತ್ಸವ ಹಮ್ಮಿಕೊಳ್ಳಲಾಗಿದೆ. ಬೆಳಗ್ಗೆ 10 ಗಂಟೆಯಿಂದ ಸಂಜೆ 6.30ರವರೆಗೆ ಚಿತ್ರಕಲೆ ಹಾಗೂ ಕರಕುಶಲ ವಸ್ತುಗಳ ಪ್ರದರ್ಶನ ನಡೆಯಲಿದೆ ಎಂದು ಆಯೋಜಕರು ತಿಳಿಸಿದ್ದಾರೆ.	[353, 673, 473, 718]
kala-dateline: ಬೆಂಗಳೂರು:	[353, 673, 380, 681]
pn1-title: PUBLIC NOTICE	[25, 953, 133, 966]
lions-photo	[707, 721, 920, 849]
cmyk-dot	[442, 1417, 448, 1423]
roof-shape	[658, 284, 768, 329]
sn12-title: ಸಾರ್ವಜನಿಕ ಪ್ರಕಟಣೆ	[859, 1073, 899, 1080]
bank-th-4: ಮೊತ್ತ	[207, 889, 219, 895]
holiday-intro: ಜಿಲ್ಲೆಯ ಹಲವೆಡೆ ಸೋಮವಾರವೂ ಭಾರಿ ಮಳೆ ಹಾಗೂ ಶೀತಗಾಳಿ ಮುಂದುವರಿದ ಹಿನ್ನೆಲೆ ಮಳೆಗೆ ಜಿಲ್ಲೆಯ ತಾಲೂಕುಗಳ ಶಾಲೆಗಳಿಗೆ ರಜೆ ಘೋಷಿಸಲಾಗಿದೆ.	[752, 168, 916, 186]
sn7-title: ಸಾರ್ವಜನಿಕ ಪ್ರಕಟಣೆ	[181, 1157, 229, 1165]
section-rule-3	[484, 680, 920, 681]
sn2-title: ಸಾರ್ವಜನಿಕ ಪ್ರಕಟಣೆ	[307, 955, 355, 963]
kala-headline: ಕಲಾ ಉತ್ಸವ	[353, 655, 401, 669]
logo-block	[28, 6, 248, 58]
bank-td-1: 1	[31, 898, 35, 904]
lions-headline: ಅಲೆಯನ್ಸ್ ಸಂಸ್ಥೆಯಿಂದ ಕಾರ್ಗಿಲ್ ವಿಜಯೋತ್ಸವ	[525, 685, 879, 712]
pn2-title: PUBLIC NOTICE	[615, 899, 723, 910]
pn1-sign: M. Durgesh Kumar	[47, 1125, 111, 1132]
registration-marks-mid	[440, 1408, 480, 1427]
sn5-body: ಸಾರ್ವಜನಿಕರಲ್ಲಿ ಈ ಮೂಲಕ ತಿಳಿಸುವುದೇನೆಂದರೆ, ಈ ಕೆಳಗೆ ಕಾಣಿಸಿದ ಸ್ಥಿರಾಸ್ತಿಯ ಬಗ್ಗೆ ಯಾವುದೇ ಹಕ್ಕು, ಆಕ್ಷೇಪಣೆ ಇದ್ದಲ್ಲಿ ಈ ಪ್ರಕಟಣೆ ಪ್ರಕಟವಾದ ದಿನಾಂಕದಿಂದ ಏಳು ದಿನಗಳೊಳಗಾಗಿ ಸೂಕ್ತ ದಾಖಲೆಗಳೊಂದಿಗೆ ಸಂಪರ್ಕಿಸತಕ್ಕದ್ದು. ತಪ್ಪಿದಲ್ಲಿ ಯಾವುದೇ ಆಕ್ಷೇಪಣೆ ಇಲ್ಲವೆಂದು ಭಾವಿಸಿ ಮುಂದಿನ ಕ್ರಮ ಜರುಗಿಸಲಾಗುವುದು. ಆಸ್ತಿಯ ವಿವರ: ಸ್ವತ್ತಿನ ಸಂಖ್ಯೆ, ಗ್ರಾಮ, ಹೋಬಳಿ, ತಾಲೂಕು, ಜಿಲ್ಲೆ. ಅರ್ಜಿದಾರರ ಪರ ವಕೀಲರು.	[732, 924, 830, 994]
masthead	[0, 0, 945, 62]
cn1-title: IN THE COURT OF THE 1st ADDL SENIOR CIVIL JUDGE AT NELAMANGALA	[27, 1157, 131, 1175]
sn6-title: ಸಾರ್ವಜನಿಕ ಪ್ರಕಟಣೆ	[859, 901, 899, 908]
cmyk-dot	[472, 1417, 478, 1423]
small-notice-2	[276, 952, 386, 1150]
cmyk-dot	[82, 1417, 88, 1423]
sn10-body: ಸಾರ್ವಜನಿಕರಲ್ಲಿ ಈ ಮೂಲಕ ತಿಳಿಸುವುದೇನೆಂದರೆ, ಈ ಕೆಳಗೆ ಕಾಣಿಸಿದ ಸ್ಥಿರಾಸ್ತಿಯ ಬಗ್ಗೆ ಯಾವುದೇ ಹಕ್ಕು, ಆಕ್ಷೇಪಣೆ ಇದ್ದಲ್ಲಿ ಈ ಪ್ರಕಟಣೆ ಪ್ರಕಟವಾದ ದಿನಾಂಕದಿಂದ ಏಳು ದಿನಗಳೊಳಗಾಗಿ ಸೂಕ್ತ ದಾಖಲೆಗಳೊಂದಿಗೆ ಸಂಪರ್ಕಿಸತಕ್ಕದ್ದು. ತಪ್ಪಿದಲ್ಲಿ ಯಾವುದೇ ಆಕ್ಷೇಪಣೆ ಇಲ್ಲವೆಂದು ಭಾವಿಸಿ ಮುಂದಿನ ಕ್ರಮ ಜರುಗಿಸಲಾಗುವುದು. ಆಸ್ತಿಯ ವಿವರ: ಸ್ವತ್ತಿನ ಸಂಖ್ಯೆ, ಗ್ರಾಮ, ಹೋಬಳಿ, ತಾಲೂಕು, ಜಿಲ್ಲೆ. ಅರ್ಜಿದಾರರ ಪರ ವಕೀಲರು.	[506, 1180, 606, 1250]
small-notice-7	[138, 1154, 272, 1404]
sn7-body: ಸಾರ್ವಜನಿಕರಲ್ಲಿ ಈ ಮೂಲಕ ತಿಳಿಸುವುದೇನೆಂದರೆ, ಈ ಕೆಳಗೆ ಕಾಣಿಸಿದ ಸ್ಥಿರಾಸ್ತಿಯ ಬಗ್ಗೆ ಯಾವುದೇ ಹಕ್ಕು, ಆಕ್ಷೇಪಣೆ ಇದ್ದಲ್ಲಿ ಈ ಪ್ರಕಟಣೆ ಪ್ರಕಟವಾದ ದಿನಾಂಕದಿಂದ ಏಳು ದಿನಗಳೊಳಗಾಗಿ ಸೂಕ್ತ ದಾಖಲೆಗಳೊಂದಿಗೆ ಸಂಪರ್ಕಿಸತಕ್ಕದ್ದು. ತಪ್ಪಿದಲ್ಲಿ ಯಾವುದೇ ಆಕ್ಷೇಪಣೆ ಇಲ್ಲವೆಂದು ಭಾವಿಸಿ ಮುಂದಿನ ಕ್ರಮ ಜರುಗಿಸಲಾಗುವುದು. ಆಸ್ತಿಯ ವಿವರ: ಸ್ವತ್ತಿನ ಸಂಖ್ಯೆ, ಗ್ರಾಮ, ಹೋಬಳಿ, ತಾಲೂಕು, ಜಿಲ್ಲೆ. ಅರ್ಜಿದಾರರ ಪರ ವಕೀಲರು.	[142, 1180, 268, 1234]
